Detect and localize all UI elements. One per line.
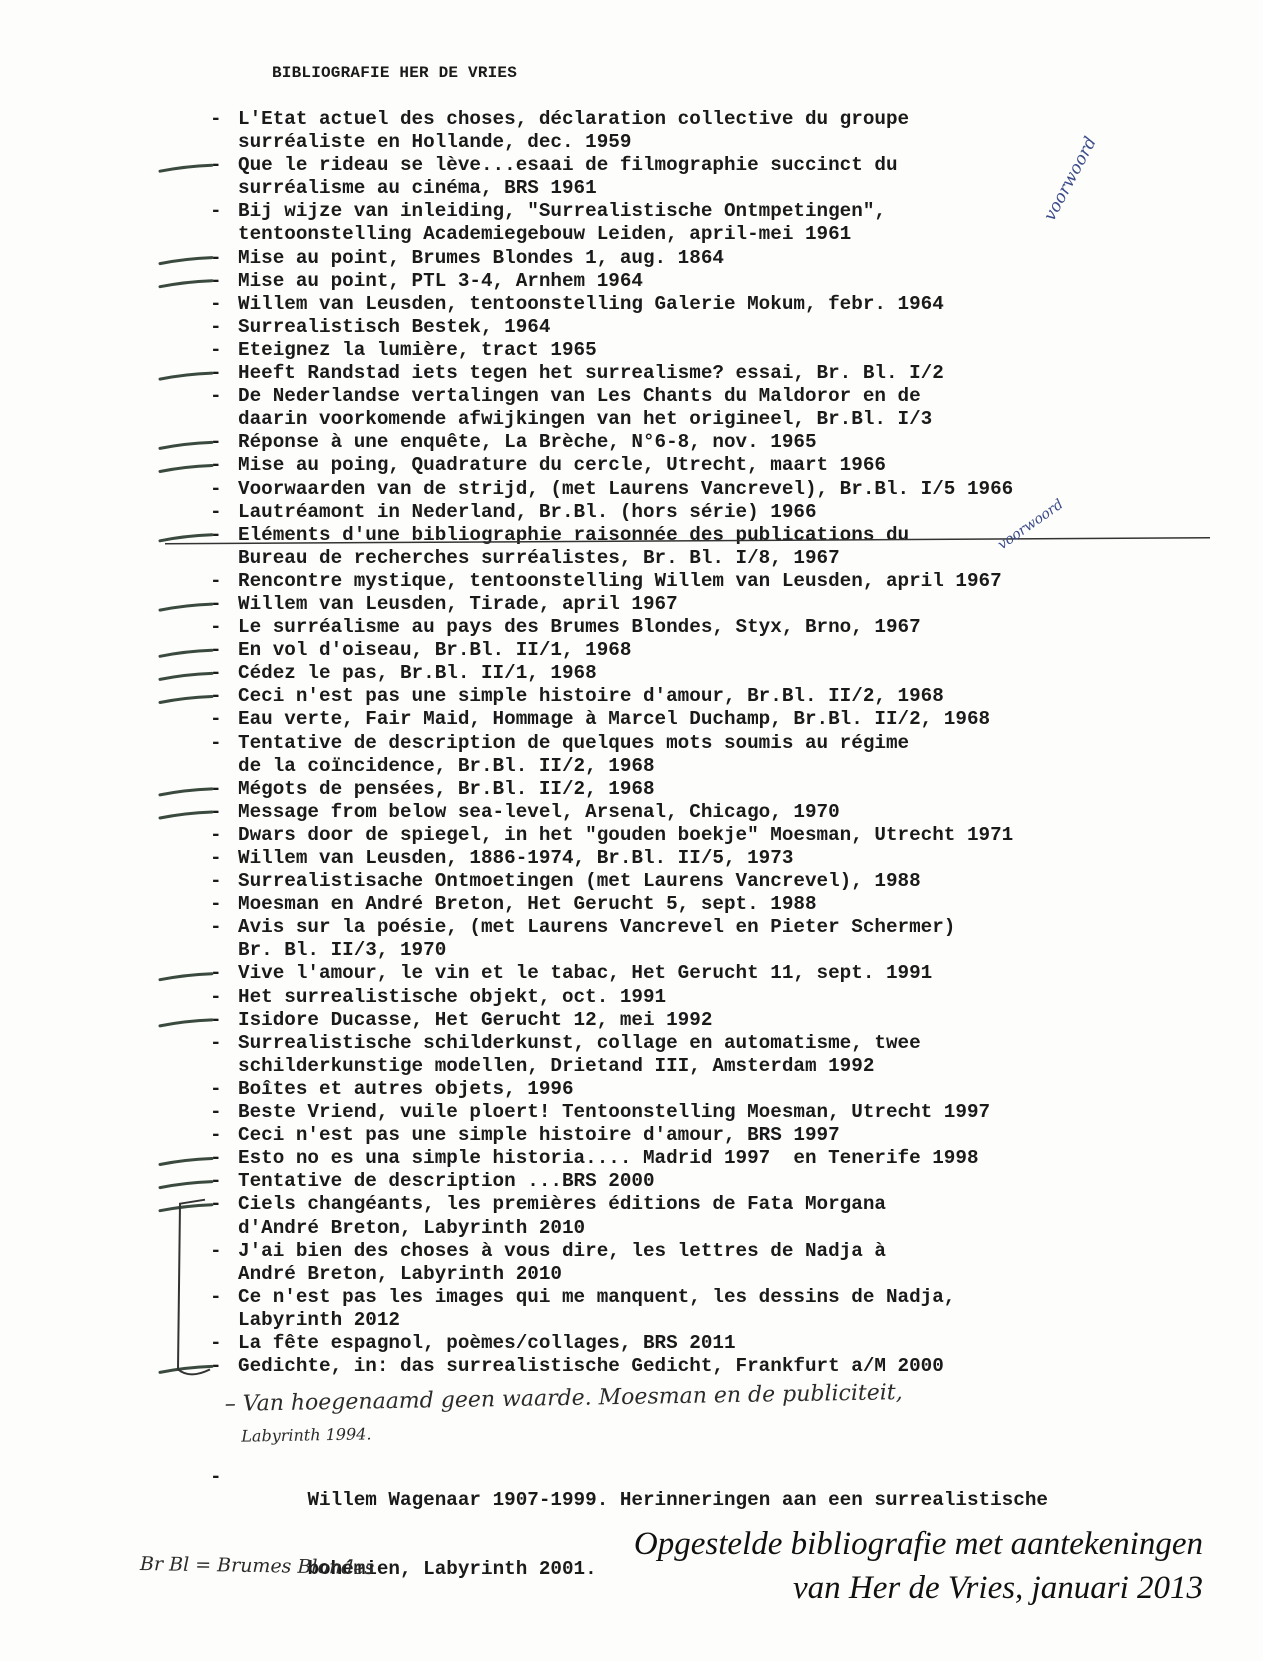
list-dash: - — [210, 1147, 222, 1170]
list-item — [210, 824, 1210, 847]
entry-text: Br. Bl. II/3, 1970 — [238, 939, 447, 962]
list-dash: - — [210, 362, 222, 385]
list-item — [210, 1170, 1210, 1193]
side-note-voorwoord-1: voorwoord — [1040, 133, 1101, 225]
list-item — [210, 247, 1210, 270]
entry-text: Réponse à une enquête, La Brèche, N°6-8, nov. 1965 — [238, 431, 817, 454]
entry-text: Vive l'amour, le vin et le tabac, Het Gerucht 11, sept. 1991 — [238, 962, 933, 985]
list-dash: - — [210, 962, 222, 985]
entry-text: tentoonstelling Academiegebouw Leiden, april-mei 1961 — [238, 223, 852, 246]
entry-text: Dwars door de spiegel, in het "gouden boekje" Moesman, Utrecht 1971 — [238, 823, 1014, 846]
list-item — [210, 778, 1210, 801]
list-item — [210, 685, 1210, 708]
entry-text: Beste Vriend, vuile ploert! Tentoonstelling Moesman, Utrecht 1997 — [238, 1101, 991, 1124]
list-item — [210, 916, 1210, 939]
entry-text: Bureau de recherches surréalistes, Br. Bl. I/8, 1967 — [238, 546, 840, 569]
entry-text: Ceci n'est pas une simple histoire d'amour, Br.Bl. II/2, 1968 — [238, 685, 944, 708]
margin-mark — [160, 604, 212, 610]
list-item — [210, 1009, 1210, 1032]
entry-text: Willem van Leusden, tentoonstelling Galerie Mokum, febr. 1964 — [238, 292, 944, 315]
list-item — [210, 1078, 1210, 1101]
margin-mark — [160, 1366, 212, 1372]
list-item — [210, 524, 1210, 547]
list-dash: - — [210, 431, 222, 454]
list-item — [210, 154, 1210, 177]
entry-text: De Nederlandse vertalingen van Les Chants du Maldoror en de — [238, 385, 921, 408]
list-item-continuation — [210, 1055, 1210, 1078]
abbreviation-note: Br Bl = Brumes Blondes — [139, 1552, 375, 1580]
entry-text: J'ai bien des choses à vous dire, les lettres de Nadja à — [238, 1239, 886, 1262]
list-item — [210, 431, 1210, 454]
list-dash: - — [210, 569, 222, 592]
handwritten-note-line-1: – Van hoegenaamd geen waarde. Moesman en de publiciteit, — [224, 1380, 903, 1417]
list-item — [210, 1332, 1210, 1355]
margin-mark — [160, 466, 212, 472]
entry-text: daarin voorkomende afwijkingen van het origineel, Br.Bl. I/3 — [238, 408, 933, 431]
list-item — [210, 639, 1210, 662]
list-item — [210, 616, 1210, 639]
entry-text: surréaliste en Hollande, dec. 1959 — [238, 131, 632, 154]
list-item-continuation — [210, 755, 1210, 778]
entry-text: Message from below sea-level, Arsenal, Chicago, 1970 — [238, 800, 840, 823]
margin-mark — [160, 1020, 212, 1026]
entry-text: Eléments d'une bibliographie raisonnée des publications du — [238, 523, 910, 546]
list-dash: - — [210, 916, 222, 939]
margin-mark — [160, 974, 212, 980]
list-dash: - — [210, 708, 222, 731]
page-title: BIBLIOGRAFIE HER DE VRIES — [272, 64, 518, 82]
list-item-continuation — [210, 547, 1210, 570]
entry-text: d'André Breton, Labyrinth 2010 — [238, 1216, 586, 1239]
entry-text: Surrealistisache Ontmoetingen (met Laurens Vancrevel), 1988 — [238, 870, 921, 893]
entry-text: de la coïncidence, Br.Bl. II/2, 1968 — [238, 754, 655, 777]
margin-mark — [160, 673, 212, 679]
list-item — [210, 1193, 1210, 1216]
list-dash: - — [210, 870, 222, 893]
entry-text: surréalisme au cinéma, BRS 1961 — [238, 177, 597, 200]
list-item — [210, 478, 1210, 501]
entry-text: Ciels changéants, les premières éditions de Fata Morgana — [238, 1193, 886, 1216]
final-entry-line-2: bohémien, Labyrinth 2001. — [307, 1558, 597, 1581]
entry-text: André Breton, Labyrinth 2010 — [238, 1262, 562, 1285]
entry-text: Boîtes et autres objets, 1996 — [238, 1077, 574, 1100]
entry-text: Voorwaarden van de strijd, (met Laurens Vancrevel), Br.Bl. I/5 1966 — [238, 477, 1014, 500]
list-item — [210, 801, 1210, 824]
entry-text: La fête espagnol, poèmes/collages, BRS 2011 — [238, 1331, 736, 1354]
margin-mark — [160, 165, 212, 171]
entry-text: Que le rideau se lève...esaai de filmographie succinct du — [238, 154, 898, 177]
list-item — [210, 454, 1210, 477]
list-dash: - — [210, 200, 222, 223]
margin-mark — [160, 1159, 212, 1165]
list-item — [210, 270, 1210, 293]
list-dash: - — [210, 800, 222, 823]
list-dash: - — [210, 662, 222, 685]
list-item — [210, 1032, 1210, 1055]
list-item-continuation — [210, 939, 1210, 962]
list-item — [210, 339, 1210, 362]
list-dash: - — [210, 592, 222, 615]
list-dash: - — [210, 777, 222, 800]
handwritten-note-line-2: Labyrinth 1994. — [241, 1424, 372, 1446]
entry-text: Surrealistische schilderkunst, collage en automatisme, twee — [238, 1031, 921, 1054]
list-dash: - — [210, 731, 222, 754]
caption-line-1: Opgestelde bibliografie met aantekeningen — [633, 1526, 1203, 1562]
list-item — [210, 732, 1210, 755]
list-dash: - — [210, 1031, 222, 1054]
entry-text: Tentative de description ...BRS 2000 — [238, 1170, 655, 1193]
list-dash: - — [210, 454, 222, 477]
list-dash: - — [210, 1124, 222, 1147]
side-note-voorwoord-2: voorwoord — [995, 496, 1067, 554]
entry-text: Willem van Leusden, 1886-1974, Br.Bl. II/5, 1973 — [238, 847, 794, 869]
list-dash: - — [210, 1101, 222, 1124]
list-dash: - — [210, 616, 222, 639]
handwritten-note — [224, 1377, 903, 1453]
margin-mark — [160, 373, 212, 379]
entry-text: Mégots de pensées, Br.Bl. II/2, 1968 — [238, 777, 655, 800]
list-item — [210, 962, 1210, 985]
entry-text: Lautréamont in Nederland, Br.Bl. (hors série) 1966 — [238, 500, 817, 523]
list-item — [210, 362, 1210, 385]
list-dash: - — [210, 847, 222, 869]
list-item-continuation — [210, 223, 1210, 246]
entry-text: Moesman en André Breton, Het Gerucht 5, sept. 1988 — [238, 893, 817, 916]
list-dash: - — [210, 685, 222, 708]
list-dash: - — [210, 639, 222, 662]
list-item — [210, 662, 1210, 685]
list-item-continuation — [210, 1309, 1210, 1332]
list-item — [210, 847, 1210, 870]
entry-text: Avis sur la poésie, (met Laurens Vancrevel en Pieter Schermer) — [238, 916, 956, 939]
list-dash: - — [210, 823, 222, 846]
list-item — [210, 986, 1210, 1009]
bibliography-list — [210, 108, 1210, 1378]
list-dash: - — [210, 1077, 222, 1100]
list-dash: - — [210, 1285, 222, 1308]
list-dash: - — [210, 338, 222, 361]
list-item — [210, 570, 1210, 593]
margin-mark — [160, 535, 212, 541]
list-item — [210, 1240, 1210, 1263]
margin-mark — [160, 258, 212, 264]
list-dash: - — [210, 1008, 222, 1031]
list-dash: - — [210, 108, 222, 130]
list-item-continuation — [210, 131, 1210, 154]
list-item-continuation — [210, 1217, 1210, 1240]
list-item — [210, 1147, 1210, 1170]
list-dash: - — [210, 523, 222, 546]
entry-text: Eteignez la lumière, tract 1965 — [238, 338, 597, 361]
list-dash: - — [210, 477, 222, 500]
list-item — [210, 293, 1210, 316]
list-dash: - — [210, 385, 222, 408]
caption — [634, 1522, 1203, 1610]
list-dash: - — [210, 1466, 222, 1488]
list-dash: - — [210, 292, 222, 315]
entry-text: Le surréalisme au pays des Brumes Blondes, Styx, Brno, 1967 — [238, 616, 921, 639]
entry-text: Heeft Randstad iets tegen het surrealisme? essai, Br. Bl. I/2 — [238, 362, 944, 385]
list-dash: - — [210, 1355, 222, 1378]
entry-text: Willem van Leusden, Tirade, april 1967 — [238, 592, 678, 615]
list-dash: - — [210, 154, 222, 177]
list-item-continuation — [210, 1263, 1210, 1286]
margin-mark — [160, 650, 212, 656]
list-dash: - — [210, 1331, 222, 1354]
entry-text: Ceci n'est pas une simple histoire d'amour, BRS 1997 — [238, 1124, 840, 1147]
margin-mark — [160, 697, 212, 703]
final-entry-line-1: Willem Wagenaar 1907-1999. Herinneringen aan een surrealistische — [307, 1489, 1048, 1512]
list-item — [210, 1101, 1210, 1124]
entry-text: L'Etat actuel des choses, déclaration collective du groupe — [238, 108, 910, 130]
caption-line-2: van Her de Vries, januari 2013 — [792, 1570, 1203, 1606]
entry-text: schilderkunstige modellen, Drietand III, Amsterdam 1992 — [238, 1054, 875, 1077]
list-item-continuation — [210, 408, 1210, 431]
list-item — [210, 1355, 1210, 1378]
entry-text: Mise au poing, Quadrature du cercle, Utrecht, maart 1966 — [238, 454, 886, 477]
margin-mark — [160, 789, 212, 795]
entry-text: Ce n'est pas les images qui me manquent, les dessins de Nadja, — [238, 1285, 956, 1308]
list-item — [210, 316, 1210, 339]
margin-mark — [160, 1205, 212, 1211]
list-item — [210, 108, 1210, 131]
entry-text: Mise au point, PTL 3-4, Arnhem 1964 — [238, 269, 643, 292]
margin-mark — [160, 442, 212, 448]
entry-text: Surrealistisch Bestek, 1964 — [238, 315, 551, 338]
entry-text: En vol d'oiseau, Br.Bl. II/1, 1968 — [238, 639, 632, 662]
entry-text: Cédez le pas, Br.Bl. II/1, 1968 — [238, 662, 597, 685]
list-item — [210, 1286, 1210, 1309]
bracket-mark — [178, 1200, 210, 1375]
list-item — [210, 708, 1210, 731]
list-item — [210, 870, 1210, 893]
list-item — [210, 593, 1210, 616]
entry-text: Esto no es una simple historia.... Madrid 1997 en Tenerife 1998 — [238, 1147, 979, 1170]
margin-mark — [160, 281, 212, 287]
entry-text: Gedichte, in: das surrealistische Gedicht, Frankfurt a/M 2000 — [238, 1355, 944, 1378]
entry-text: Het surrealistische objekt, oct. 1991 — [238, 985, 667, 1008]
list-item — [210, 893, 1210, 916]
entry-text: Isidore Ducasse, Het Gerucht 12, mei 1992 — [238, 1008, 713, 1031]
list-dash: - — [210, 1170, 222, 1193]
entry-text: Tentative de description de quelques mots soumis au régime — [238, 731, 910, 754]
list-dash: - — [210, 500, 222, 523]
margin-mark — [160, 1182, 212, 1188]
list-dash: - — [210, 246, 222, 269]
list-dash: - — [210, 985, 222, 1008]
margin-mark — [160, 812, 212, 818]
list-item — [210, 385, 1210, 408]
list-dash: - — [210, 1193, 222, 1216]
entry-text: Rencontre mystique, tentoonstelling Willem van Leusden, april 1967 — [238, 569, 1002, 592]
list-dash: - — [210, 269, 222, 292]
entry-text: Bij wijze van inleiding, "Surrealistische Ontmpetingen", — [238, 200, 886, 223]
list-item — [210, 1124, 1210, 1147]
entry-text: Mise au point, Brumes Blondes 1, aug. 1864 — [238, 246, 724, 269]
list-dash: - — [210, 1239, 222, 1262]
list-dash: - — [210, 315, 222, 338]
entry-text: Labyrinth 2012 — [238, 1308, 400, 1331]
list-dash: - — [210, 893, 222, 916]
entry-text: Eau verte, Fair Maid, Hommage à Marcel Duchamp, Br.Bl. II/2, 1968 — [238, 708, 991, 731]
